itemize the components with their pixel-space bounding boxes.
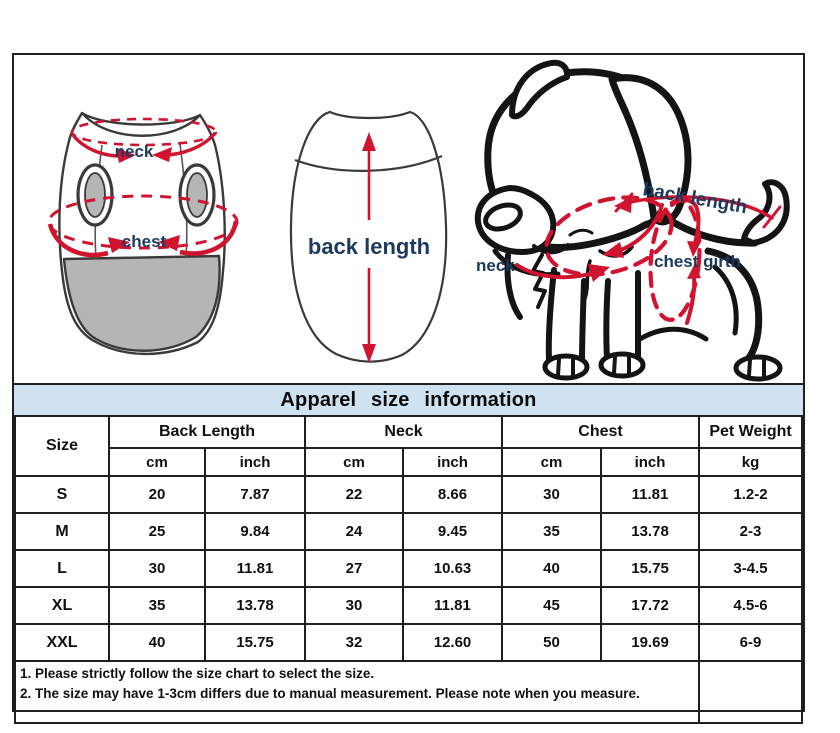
back-cm: 35 xyxy=(109,587,205,624)
table-notes-row xyxy=(15,661,802,723)
chest-inch: 15.75 xyxy=(601,550,699,587)
chest-inch: 19.69 xyxy=(601,624,699,661)
back-cm: 30 xyxy=(109,550,205,587)
chest-cm: 40 xyxy=(502,550,601,587)
size-label: L xyxy=(15,550,109,587)
garment-back-diagram xyxy=(278,108,463,368)
notes-empty-cell xyxy=(699,661,802,723)
chest-cm: 35 xyxy=(502,513,601,550)
neck-cm: 27 xyxy=(305,550,403,587)
neck-inch: 11.81 xyxy=(403,587,502,624)
measurement-diagrams xyxy=(14,55,803,383)
table-row-m xyxy=(15,513,802,550)
back-inch: 7.87 xyxy=(205,476,305,513)
note-line-1: 1. Please strictly follow the size chart to select the size. xyxy=(20,666,375,681)
chest-cm: 30 xyxy=(502,476,601,513)
neck-inch: 12.60 xyxy=(403,624,502,661)
col-header-back-length: Back Length xyxy=(109,416,305,448)
weight-kg: 2-3 xyxy=(699,513,802,550)
table-row-l xyxy=(15,550,802,587)
size-label: XL xyxy=(15,587,109,624)
unit-neck-cm: cm xyxy=(305,448,403,476)
neck-inch: 8.66 xyxy=(403,476,502,513)
back-inch: 9.84 xyxy=(205,513,305,550)
unit-back-cm: cm xyxy=(109,448,205,476)
table-title: Apparel size information xyxy=(280,388,537,411)
back-inch: 13.78 xyxy=(205,587,305,624)
size-chart-infographic xyxy=(12,53,805,712)
neck-inch: 9.45 xyxy=(403,513,502,550)
front-chest-label: chest xyxy=(121,232,167,251)
col-header-chest: Chest xyxy=(502,416,699,448)
apparel-size-table xyxy=(14,415,803,724)
size-label: S xyxy=(15,476,109,513)
dog-measure-diagram xyxy=(450,55,802,385)
unit-back-inch: inch xyxy=(205,448,305,476)
unit-chest-cm: cm xyxy=(502,448,601,476)
neck-inch: 10.63 xyxy=(403,550,502,587)
table-title-bar xyxy=(14,383,803,415)
weight-kg: 3-4.5 xyxy=(699,550,802,587)
col-header-neck: Neck xyxy=(305,416,502,448)
col-header-pet-weight: Pet Weight xyxy=(699,416,802,448)
back-cm: 25 xyxy=(109,513,205,550)
neck-cm: 22 xyxy=(305,476,403,513)
table-row-xxl xyxy=(15,624,802,661)
dog-back-length-label: back length xyxy=(641,179,749,219)
size-label: M xyxy=(15,513,109,550)
chest-cm: 45 xyxy=(502,587,601,624)
back-inch: 11.81 xyxy=(205,550,305,587)
dog-chest-girth-label: chest girth xyxy=(654,252,741,271)
dog-neck-label: neck xyxy=(476,256,515,275)
neck-cm: 24 xyxy=(305,513,403,550)
table-row-xl xyxy=(15,587,802,624)
neck-cm: 30 xyxy=(305,587,403,624)
dog-outline xyxy=(478,63,787,379)
note-line-2: 2. The size may have 1-3cm differs due to manual measurement. Please note when you measure. xyxy=(20,686,640,702)
size-label: XXL xyxy=(15,624,109,661)
table-row-s xyxy=(15,476,802,513)
unit-weight-kg: kg xyxy=(699,448,802,476)
neck-cm: 32 xyxy=(305,624,403,661)
back-length-label: back length xyxy=(307,234,431,259)
size-notes xyxy=(15,661,699,723)
weight-kg: 4.5-6 xyxy=(699,587,802,624)
chest-inch: 11.81 xyxy=(601,476,699,513)
back-inch: 15.75 xyxy=(205,624,305,661)
back-cm: 40 xyxy=(109,624,205,661)
garment-front-diagram xyxy=(46,111,246,363)
weight-kg: 6-9 xyxy=(699,624,802,661)
weight-kg: 1.2-2 xyxy=(699,476,802,513)
chest-inch: 13.78 xyxy=(601,513,699,550)
chest-cm: 50 xyxy=(502,624,601,661)
back-cm: 20 xyxy=(109,476,205,513)
unit-chest-inch: inch xyxy=(601,448,699,476)
unit-neck-inch: inch xyxy=(403,448,502,476)
chest-inch: 17.72 xyxy=(601,587,699,624)
front-neck-label: neck xyxy=(114,142,154,161)
col-header-size: Size xyxy=(15,416,109,476)
